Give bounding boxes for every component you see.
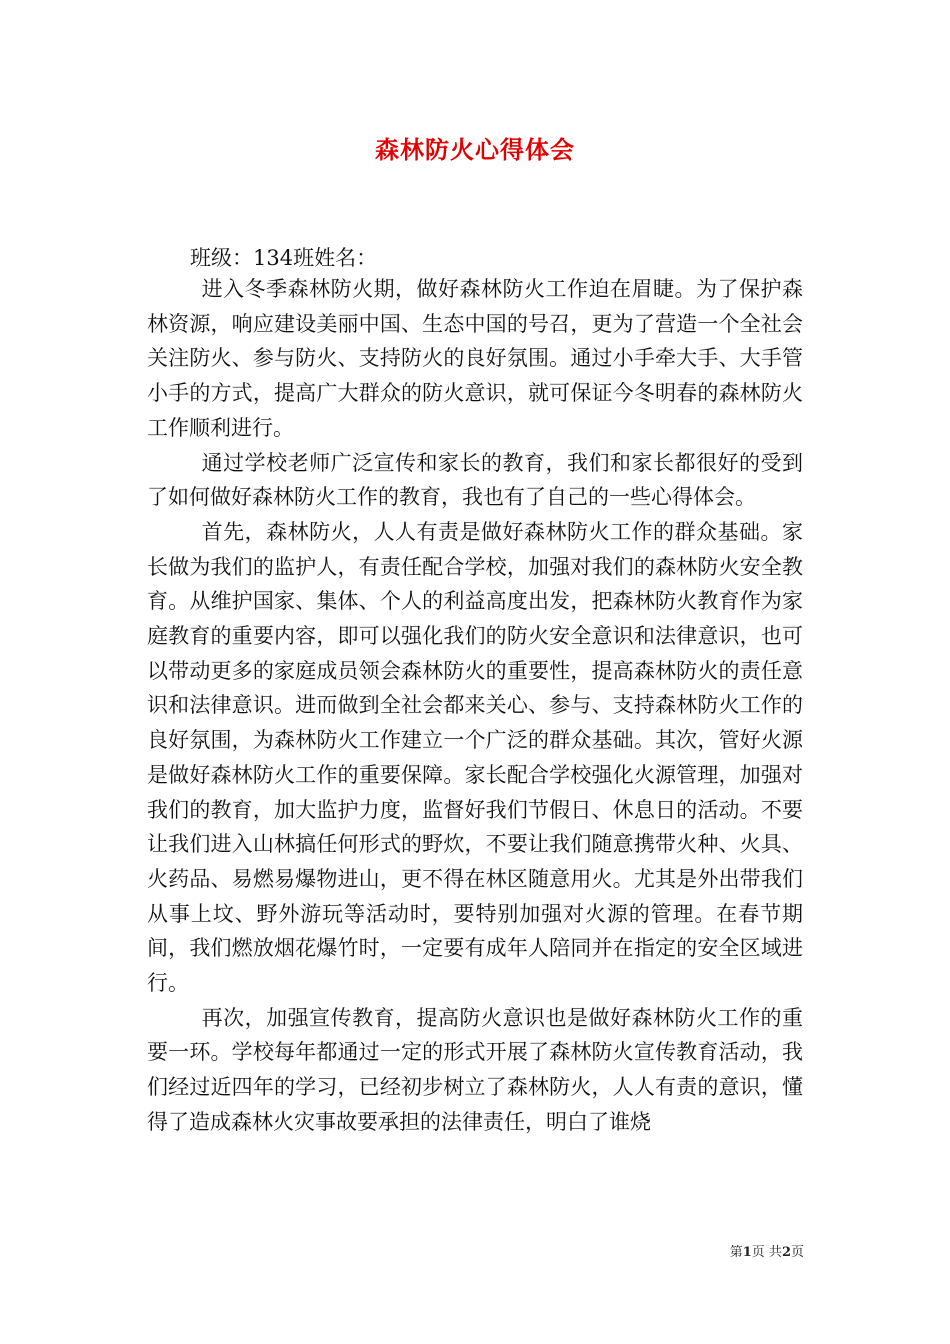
footer-current-page: 1 xyxy=(742,1245,752,1260)
footer-total-pages: 2 xyxy=(781,1245,791,1260)
page-number-footer xyxy=(730,1245,804,1261)
class-name-line: 班级：134班姓名： xyxy=(190,246,378,270)
paragraph-2: 通过学校老师广泛宣传和家长的教育，我们和家长都很好的受到了如何做好森林防火工作的教育，我也有了自己的一些心得体会。 xyxy=(147,450,803,510)
paragraph-3: 首先，森林防火，人人有责是做好森林防火工作的群众基础。家长做为我们的监护人，有责任配合学校，加强对我们的森林防火安全教育。从维护国家、集体、个人的利益高度出发，把森林防火教育作为家庭教育的重要内容，即可以强化我们的防火安全意识和法律意识，也可以带动更多的家庭成员领会森林防火的重要性，提高森林防火的责任意识和法律意识。进而做到全社会都来关心、参与、支持森林防火工作的良好氛围，为森林防火工作建立一个广泛的群众基础。其次，管好火源是做好森林防火工作的重要保障。家长配合学校强化火源管理，加强对我们的教育，加大监护力度，监督好我们节假日、休息日的活动。不要让我们进入山林搞任何形式的野炊，不要让我们随意携带火种、火具、火药品、易燃易爆物进山，更不得在林区随意用火。尤其是外出带我们从事上坟、野外游玩等活动时，要特别加强对火源的管理。在春节期间，我们燃放烟花爆竹时，一定要有成年人陪同并在指定的安全区域进行。 xyxy=(147,519,803,996)
document-body xyxy=(147,272,803,1140)
footer-prefix: 第 xyxy=(729,1245,743,1260)
footer-middle: 页 共 xyxy=(751,1245,782,1260)
paragraph-4: 再次，加强宣传教育，提高防火意识也是做好森林防火工作的重要一环。学校每年都通过一定的形式开展了森林防火宣传教育活动，我们经过近四年的学习，已经初步树立了森林防火，人人有责的意识，懂得了造成森林火灾事故要承担的法律责任，明白了谁烧 xyxy=(147,1005,803,1134)
footer-suffix: 页 xyxy=(790,1245,804,1260)
document-title: 森林防火心得体会 xyxy=(375,135,575,164)
paragraph-1: 进入冬季森林防火期，做好森林防火工作迫在眉睫。为了保护森林资源，响应建设美丽中国、生态中国的号召，更为了营造一个全社会关注防火、参与防火、支持防火的良好氛围。通过小手牵大手、大手管小手的方式，提高广大群众的防火意识，就可保证今冬明春的森林防火工作顺利进行。 xyxy=(147,277,803,440)
